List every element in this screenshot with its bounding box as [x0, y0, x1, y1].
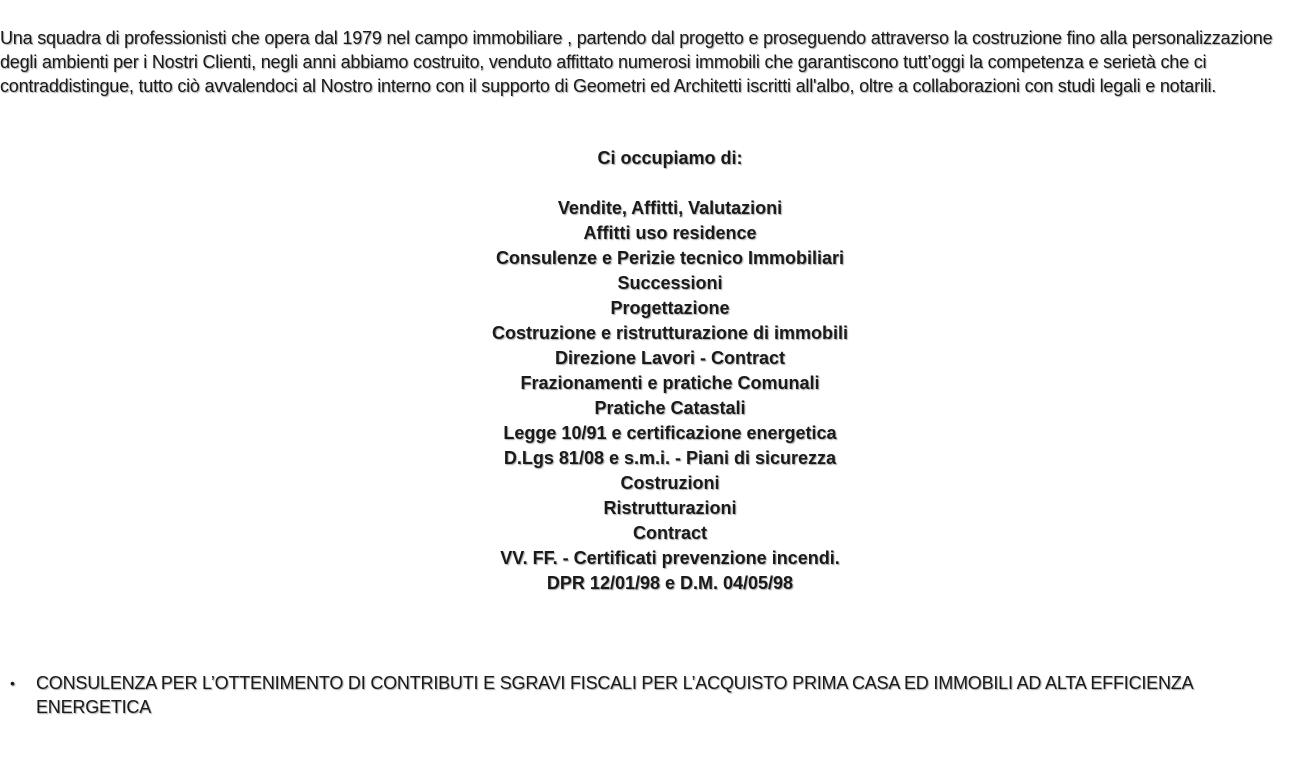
- services-list: [0, 196, 1316, 596]
- service-item: Pratiche Catastali: [594, 398, 746, 418]
- services-heading: Ci occupiamo di:: [597, 148, 743, 168]
- bullet-marker: •: [10, 675, 15, 691]
- services-section: [0, 146, 1316, 596]
- service-item: DPR 12/01/98 e D.M. 04/05/98: [546, 573, 794, 593]
- bullet-list: [0, 671, 1260, 719]
- bullet-text: CONSULENZA PER L’OTTENIMENTO DI CONTRIBUTI E SGRAVI FISCALI PER L’ACQUISTO PRIMA CASA ED IMMOBILI AD ALTA EFFICIENZA ENERGETICA: [36, 673, 1193, 717]
- service-item: Frazionamenti e pratiche Comunali: [520, 373, 820, 393]
- service-item: Successioni: [617, 273, 723, 293]
- service-item: Consulenze e Perizie tecnico Immobiliari: [495, 248, 845, 268]
- bullet-item: [0, 671, 1260, 719]
- service-item: Progettazione: [610, 298, 730, 318]
- service-item: Affitti uso residence: [583, 223, 757, 243]
- service-item: Contract: [632, 523, 707, 543]
- service-item: Vendite, Affitti, Valutazioni: [557, 198, 783, 218]
- service-item: Costruzione e ristrutturazione di immobili: [491, 323, 849, 343]
- service-item: D.Lgs 81/08 e s.m.i. - Piani di sicurezza: [503, 448, 837, 468]
- service-item: Legge 10/91 e certificazione energetica: [503, 423, 837, 443]
- service-item: Direzione Lavori - Contract: [554, 348, 786, 368]
- service-item: Costruzioni: [620, 473, 720, 493]
- service-item: Ristrutturazioni: [603, 498, 737, 518]
- intro-paragraph: Una squadra di professionisti che opera dal 1979 nel campo immobiliare , partendo dal progetto e proseguendo attraverso la costruzione fino alla personalizzazione degli ambienti per i Nostri Clienti, negli anni abbiamo costruito, venduto affittato numerosi immobili che garantiscono tutt’oggi la competenza e serietà che ci contraddistingue, tutto ciò avvalendoci al Nostro interno con il supporto di Geometri ed Architetti iscritti all'albo, oltre a collaborazioni con studi legali e notarili.: [0, 28, 1273, 96]
- service-item: VV. FF. - Certificati prevenzione incendi.: [500, 548, 840, 568]
